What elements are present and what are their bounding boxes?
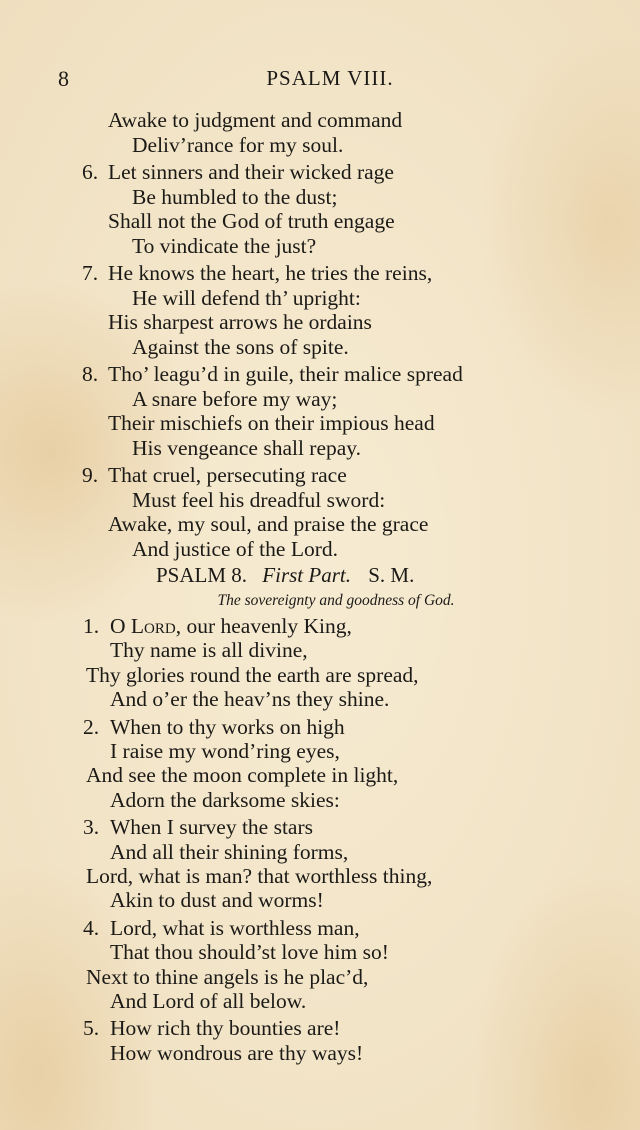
verse-line: Thy name is all divine, xyxy=(110,638,308,663)
verse-number: 8. xyxy=(82,362,99,386)
psalm-part: First Part. xyxy=(262,563,351,587)
verse-line: And all their shining forms, xyxy=(110,839,349,864)
verse-number: 1. xyxy=(83,614,100,638)
verse-line: Next to thine angels is he plac’d, xyxy=(86,964,369,989)
verse-line: His sharpest arrows he ordains xyxy=(108,310,372,334)
verse-line: And o’er the heav’ns they shine. xyxy=(110,687,390,712)
verse-number: 7. xyxy=(82,261,99,285)
verse-line: That thou should’st love him so! xyxy=(110,940,389,965)
verse-line: Adorn the darksome skies: xyxy=(110,787,340,812)
verse-line: Lord, what is worthless man, xyxy=(110,915,360,940)
verse-line: When to thy works on high xyxy=(110,714,345,739)
verse-line: Shall not the God of truth engage xyxy=(108,209,395,233)
verse-line: How rich thy bounties are! xyxy=(110,1016,341,1041)
verse-line: Thy glories round the earth are spread, xyxy=(86,662,419,687)
verse-line: He will defend th’ upright: xyxy=(132,285,361,310)
verse-line: I raise my wond’ring eyes, xyxy=(110,739,340,763)
verse-line: When I survey the stars xyxy=(110,815,313,840)
verse-number: 9. xyxy=(82,463,99,487)
verse-number: 6. xyxy=(82,160,99,184)
running-head: PSALM VIII. xyxy=(266,66,394,90)
psalm-heading xyxy=(156,563,414,588)
verse-line: Against the sons of spite. xyxy=(132,334,349,359)
verse-line: His vengeance shall repay. xyxy=(132,435,362,460)
verse-line: Lord, what is man? that worthless thing, xyxy=(86,864,433,888)
verse-line: Be humbled to the dust; xyxy=(132,184,338,209)
verse-line: Akin to dust and worms! xyxy=(110,888,324,913)
verse-line: To vindicate the just? xyxy=(132,233,317,258)
verse-line: Must feel his dreadful sword: xyxy=(132,487,386,512)
psalm-meter: S. M. xyxy=(368,563,415,587)
verse-line: Tho’ leagu’d in guile, their malice spread xyxy=(108,362,463,386)
verse-number: 2. xyxy=(83,714,100,739)
verse-line: And Lord of all below. xyxy=(110,989,307,1013)
verse-line: Awake, my soul, and praise the grace xyxy=(108,512,429,536)
verse-line: He knows the heart, he tries the reins, xyxy=(108,261,433,285)
page-number: 8 xyxy=(58,66,69,91)
verse-line: Let sinners and their wicked rage xyxy=(108,160,394,184)
verse-line: Deliv’rance for my soul. xyxy=(132,132,344,157)
verse-line: Their mischiefs on their impious head xyxy=(108,411,435,435)
psalm-subtitle: The sovereignty and goodness of God. xyxy=(217,592,455,609)
verse-line: A snare before my way; xyxy=(132,386,338,411)
verse-line: O Lord, our heavenly King, xyxy=(110,614,352,638)
verse-line: And justice of the Lord. xyxy=(132,536,338,561)
verse-number: 5. xyxy=(83,1016,100,1041)
verse-line: Awake to judgment and command xyxy=(108,108,403,132)
verse-line: How wondrous are thy ways! xyxy=(110,1040,364,1065)
verse-number: 3. xyxy=(83,815,100,840)
psalm-number: PSALM 8. xyxy=(156,563,248,587)
verse-line: That cruel, persecuting race xyxy=(108,463,347,487)
verse-line: And see the moon complete in light, xyxy=(86,763,399,788)
verse-number: 4. xyxy=(83,915,100,940)
